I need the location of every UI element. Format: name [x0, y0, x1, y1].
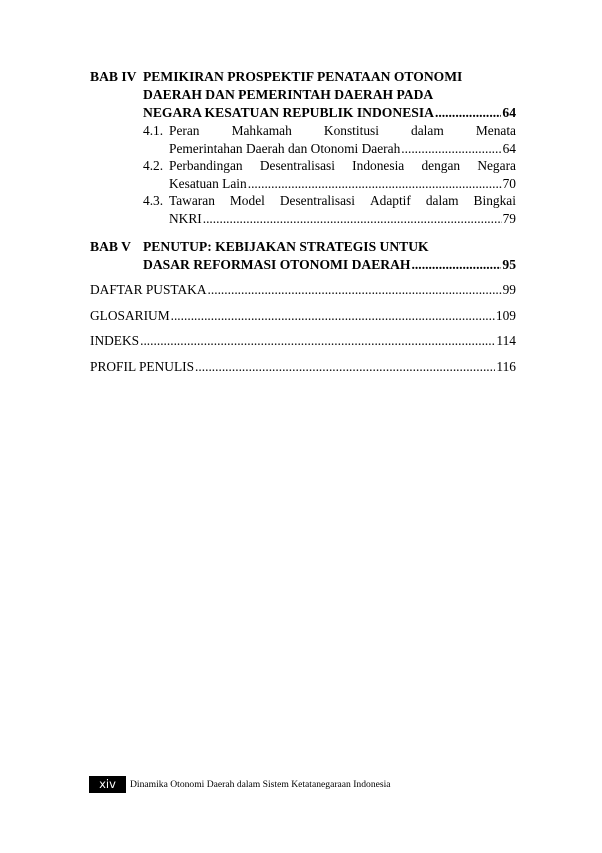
word: Desentralisasi [259, 158, 335, 173]
section-title [169, 122, 516, 157]
page-number: 64 [502, 105, 516, 120]
word: dengan [421, 158, 461, 173]
back-matter-list [90, 277, 516, 379]
word: Desentralisasi [279, 193, 355, 208]
page-number: 114 [496, 333, 516, 348]
section-title-line: Pemerintahan Daerah dan Otonomi Daerah [169, 140, 401, 156]
chapter-title-line: NEGARA KESATUAN REPUBLIK INDONESIA [143, 105, 434, 120]
item-title: DAFTAR PUSTAKA [90, 282, 207, 297]
toc-chapter-4 [90, 68, 516, 122]
word: Peran [169, 123, 200, 138]
dot-leader [195, 354, 495, 380]
section-title-line [169, 192, 516, 210]
word: dalam [425, 193, 459, 208]
chapter-title-line: DAERAH DAN PEMERINTAH DAERAH PADA [143, 87, 434, 102]
item-title: GLOSARIUM [90, 307, 170, 323]
chapter-number: BAB IV [90, 69, 137, 84]
word: dalam [411, 123, 444, 138]
word: Menata [475, 123, 516, 138]
section-title-last-line [169, 140, 516, 158]
chapter-title-last-line [143, 256, 516, 274]
word: Adaptif [369, 193, 411, 208]
word: Tawaran [169, 193, 215, 208]
section-title-line: Kesatuan Lain [169, 175, 247, 191]
dot-leader [171, 303, 495, 329]
toc-item-glosarium [90, 303, 516, 329]
chapter-title [143, 68, 516, 122]
chapter-number: BAB V [90, 239, 131, 254]
chapter-title-line: DASAR REFORMASI OTONOMI DAERAH [143, 257, 411, 272]
item-title: INDEKS [90, 333, 140, 348]
page-number: 116 [496, 358, 516, 374]
section-title-line [169, 157, 516, 175]
chapter-title-last-line [143, 104, 516, 122]
toc-section-4-2 [143, 157, 516, 192]
toc-item-profil-penulis [90, 354, 516, 380]
item-title: PROFIL PENULIS [90, 358, 195, 374]
toc-chapter-5 [90, 238, 516, 274]
toc-section-4-1 [143, 122, 516, 157]
toc-section-4-3 [143, 192, 516, 227]
page-number: 64 [502, 140, 516, 156]
page-number: 79 [502, 210, 516, 226]
table-of-contents [90, 68, 516, 379]
word: Model [229, 193, 265, 208]
folio-page-number: xiv [89, 776, 126, 793]
toc-item-indeks [90, 328, 516, 354]
page-footer [89, 776, 391, 793]
page-number: 95 [502, 257, 516, 272]
section-number: 4.2. [143, 158, 164, 173]
chapter-title [143, 238, 516, 274]
word: Konstitusi [323, 123, 379, 138]
running-title: Dinamika Otonomi Daerah dalam Sistem Ketatanegaraan Indonesia [130, 779, 391, 790]
dot-leader [435, 104, 501, 122]
section-number: 4.1. [143, 123, 164, 138]
chapter-title-line: PEMIKIRAN PROSPEKTIF PENATAAN OTONOMI [143, 69, 463, 84]
dot-leader [203, 210, 502, 228]
section-number: 4.3. [143, 193, 164, 208]
section-title-line [169, 122, 516, 140]
dot-leader [401, 140, 501, 158]
chapter-4-sections [143, 122, 516, 227]
word: Mahkamah [231, 123, 292, 138]
dot-leader [140, 328, 495, 354]
word: Perbandingan [169, 158, 243, 173]
chapter-title-line: PENUTUP: KEBIJAKAN STRATEGIS UNTUK [143, 239, 429, 254]
dot-leader [248, 175, 502, 193]
section-title-last-line [169, 210, 516, 228]
word: Negara [477, 158, 516, 173]
dot-leader [208, 277, 502, 303]
page-number: 109 [495, 307, 516, 323]
section-title-line: NKRI [169, 210, 202, 226]
section-title [169, 157, 516, 192]
section-title-last-line [169, 175, 516, 193]
dot-leader [412, 256, 502, 274]
page-number: 70 [502, 175, 516, 191]
page-number: 99 [502, 282, 516, 297]
toc-item-daftar-pustaka [90, 277, 516, 303]
word: Indonesia [352, 158, 405, 173]
section-title [169, 192, 516, 227]
word: Bingkai [473, 193, 516, 208]
